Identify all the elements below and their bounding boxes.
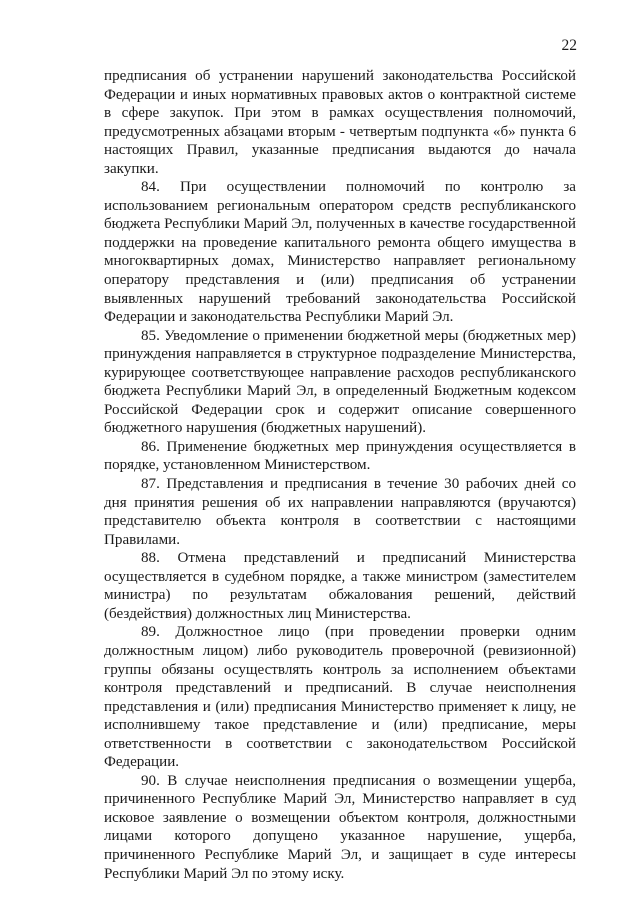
paragraph-84: 84. При осуществлении полномочий по контролю за использованием региональным оператором средств республиканского бюджета Республики Марий Эл, полученных в качестве государственной поддержки на проведение капитального ремонта общего имущества в многоквартирных домах, Министерство направляет региональному оператору представления и (или) предписания об устранении выявленных нарушений требований законодательства Российской Федерации и законодательства Республики Марий Эл. bbox=[104, 179, 576, 326]
page-number: 22 bbox=[561, 37, 577, 54]
paragraph-87: 87. Представления и предписания в течение 30 рабочих дней со дня принятия решения об их направлении направляются (вручаются) представителю объекта контроля в соответствии с настоящими Правилами. bbox=[104, 476, 576, 548]
paragraph-90: 90. В случае неисполнения предписания о возмещении ущерба, причиненного Республике Марий Эл, Министерство направляет в суд исковое заявление о возмещении объектом контроля, должностными лицами которого допущено указанное нарушение, ущерба, причиненного Республике Марий Эл, и защищает в суде интересы Республики Марий Эл по этому иску. bbox=[104, 772, 576, 882]
paragraph-89: 89. Должностное лицо (при проведении проверки одним должностным лицом) либо руководитель проверочной (ревизионной) группы обязаны осуществлять контроль за исполнением объектами контроля представлений и предписаний. В случае неисполнения представления и (или) предписания Министерство применяет к лицу, не исполнившему такое представление и (или) предписание, меры ответственности в соответствии с законодательством Российской Федерации. bbox=[104, 624, 576, 771]
paragraph-85: 85. Уведомление о применении бюджетной меры (бюджетных мер) принуждения направляется в структурное подразделение Министерства, курирующее соответствующее направление расходов республиканского бюджета Республики Марий Эл, в определенный Бюджетным кодексом Российской Федерации срок и содержит описание совершенного бюджетного нарушения (бюджетных нарушений). bbox=[104, 327, 576, 437]
paragraph-86: 86. Применение бюджетных мер принуждения осуществляется в порядке, установленном Министерством. bbox=[104, 438, 576, 474]
document-body bbox=[104, 67, 576, 883]
paragraph-continuation: предписания об устранении нарушений законодательства Российской Федерации и иных нормативных правовых актов о контрактной системе в сфере закупок. При этом в рамках осуществления полномочий, предусмотренных абзацами вторым - четвертым подпункта «б» пункта 6 настоящих Правил, указанные предписания выдаются до начала закупки. bbox=[104, 68, 576, 177]
paragraph-88: 88. Отмена представлений и предписаний Министерства осуществляется в судебном порядке, а также министром (заместителем министра) по результатам обжалования решений, действий (бездействия) должностных лиц Министерства. bbox=[104, 550, 576, 622]
